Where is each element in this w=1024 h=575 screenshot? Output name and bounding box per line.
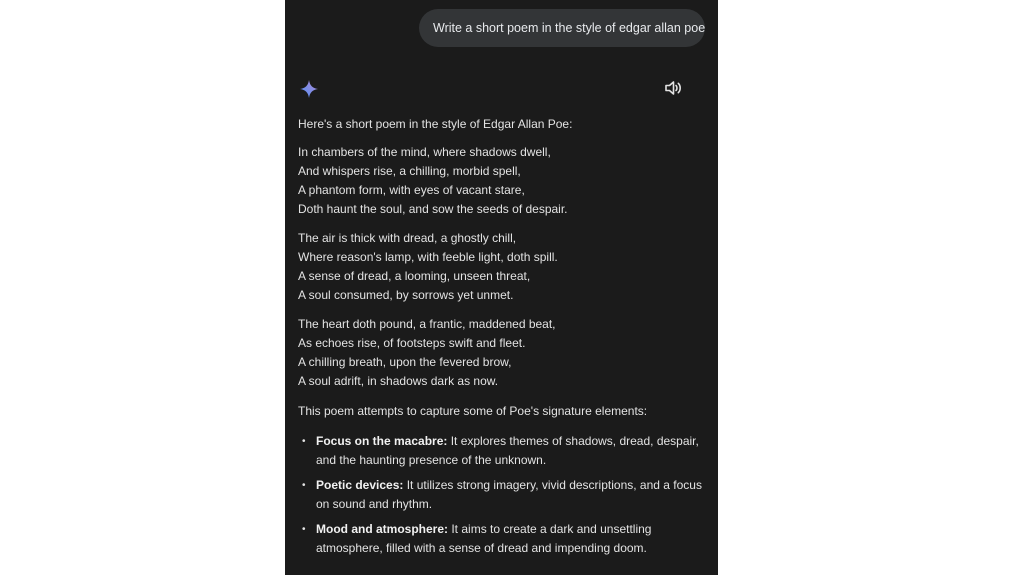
list-item-title: Mood and atmosphere: <box>316 522 449 536</box>
poem-line: And whispers rise, a chilling, morbid spell, <box>298 164 521 178</box>
user-prompt-bubble <box>419 9 705 47</box>
bullet-icon: • <box>302 524 306 535</box>
list-item-title: Poetic devices: <box>316 478 404 492</box>
response-outro: This poem attempts to capture some of Poe's signature elements: <box>298 404 648 418</box>
poem-stanza <box>298 143 708 219</box>
poem-line: In chambers of the mind, where shadows dwell, <box>298 145 551 159</box>
response-intro: Here's a short poem in the style of Edgar Allan Poe: <box>298 117 573 131</box>
assistant-response <box>298 114 708 564</box>
poem-line: A soul adrift, in shadows dark as now. <box>298 374 499 388</box>
sparkle-icon <box>299 79 319 99</box>
list-item-text: It aims to create a dark and unsettling atmosphere, filled with a sense of dread and impending doom. <box>316 522 652 555</box>
signature-elements-list <box>298 432 708 558</box>
bullet-icon: • <box>302 480 306 491</box>
list-item-text: It utilizes strong imagery, vivid descriptions, and a focus on sound and rhythm. <box>316 478 702 511</box>
list-item <box>298 432 708 470</box>
poem-line: A soul consumed, by sorrows yet unmet. <box>298 288 514 302</box>
poem-line: A sense of dread, a looming, unseen threat, <box>298 269 531 283</box>
poem-line: Doth haunt the soul, and sow the seeds of despair. <box>298 202 568 216</box>
list-item-title: Focus on the macabre: <box>316 434 448 448</box>
poem-line: Where reason's lamp, with feeble light, doth spill. <box>298 250 558 264</box>
speaker-icon[interactable] <box>663 78 683 98</box>
poem-line: A phantom form, with eyes of vacant stare, <box>298 183 525 197</box>
poem-stanza <box>298 315 708 391</box>
list-item <box>298 476 708 514</box>
poem-line: The heart doth pound, a frantic, maddened beat, <box>298 317 556 331</box>
bullet-icon: • <box>302 436 306 447</box>
poem-line: A chilling breath, upon the fevered brow, <box>298 355 512 369</box>
poem-stanza <box>298 229 708 305</box>
poem-line: The air is thick with dread, a ghostly chill, <box>298 231 517 245</box>
user-prompt-text: Write a short poem in the style of edgar allan poe <box>433 21 706 35</box>
list-item <box>298 520 708 558</box>
poem-line: As echoes rise, of footsteps swift and fleet. <box>298 336 526 350</box>
list-item-text: It explores themes of shadows, dread, despair, and the haunting presence of the unknown. <box>316 434 699 467</box>
